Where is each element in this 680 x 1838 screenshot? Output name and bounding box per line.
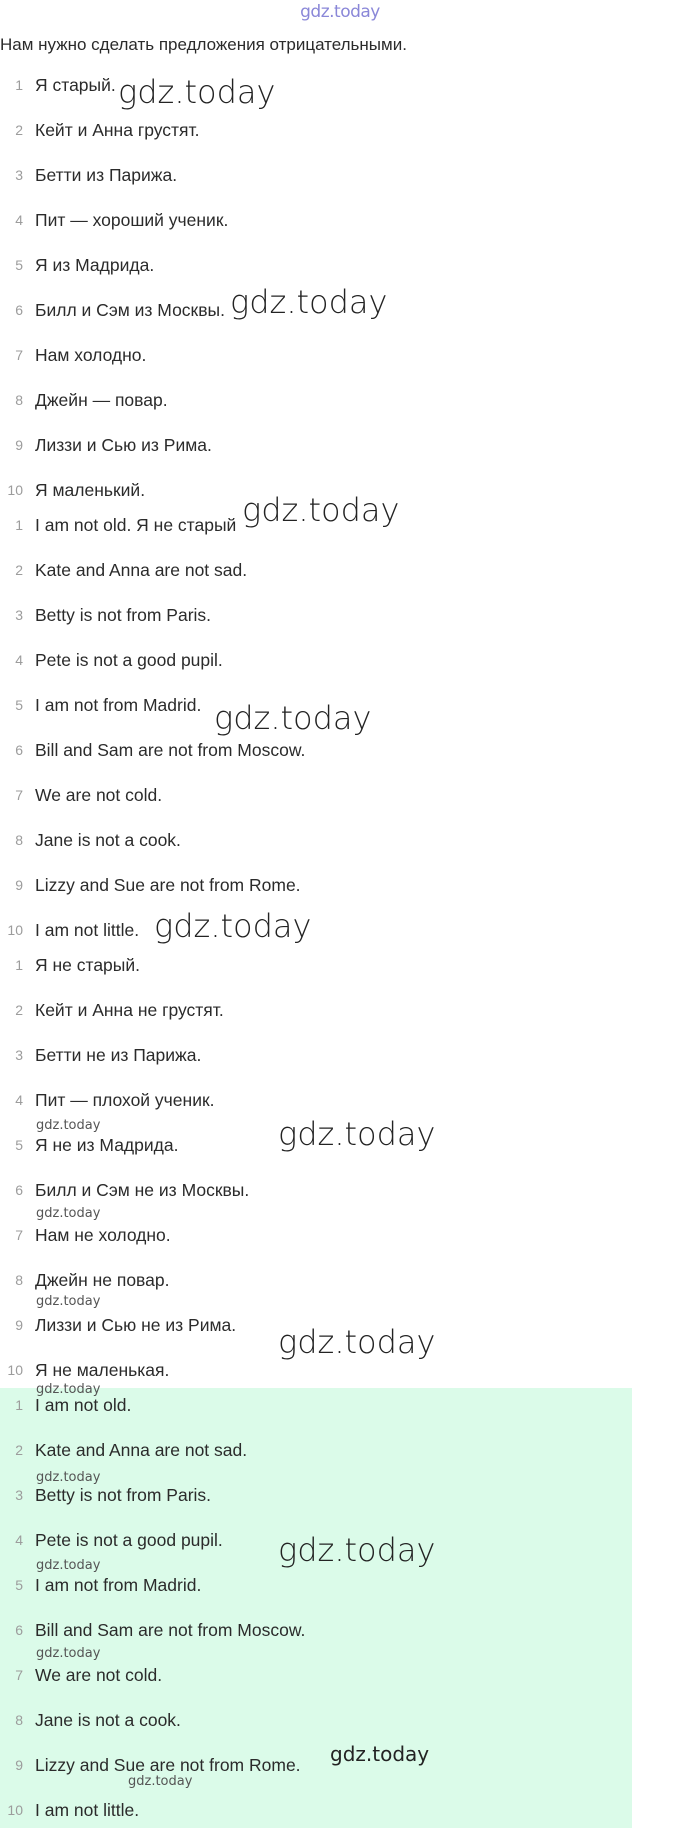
line-number: 3 <box>15 167 23 183</box>
watermark: gdz.today <box>154 907 312 945</box>
line-number: 4 <box>15 1532 23 1548</box>
watermark: gdz.today <box>36 1118 101 1133</box>
line-number: 1 <box>15 517 23 533</box>
list-item <box>0 948 632 993</box>
line-number: 9 <box>15 1757 23 1773</box>
watermark: gdz.today <box>330 1742 430 1766</box>
watermark: gdz.today <box>36 1382 101 1397</box>
sentence-text: Билл и Сэм из Москвы. <box>35 300 225 320</box>
watermark: gdz.today <box>242 491 400 529</box>
list-item <box>0 383 632 428</box>
sentence-text: Betty is not from Paris. <box>35 605 212 625</box>
highlighted-answers-list <box>0 1388 632 1828</box>
line-number: 5 <box>15 697 23 713</box>
line-number: 7 <box>15 1227 23 1243</box>
sentence-text: Билл и Сэм не из Москвы. <box>35 1180 250 1200</box>
sentence-text: Betty is not from Paris. <box>35 1485 212 1505</box>
line-number: 5 <box>15 1577 23 1593</box>
list-item <box>0 993 632 1038</box>
sentence-text: Jane is not a cook. <box>35 830 181 850</box>
sentence-text: Jane is not a cook. <box>35 1710 181 1730</box>
line-number: 2 <box>15 1442 23 1458</box>
site-logo[interactable]: gdz.today <box>300 2 380 22</box>
sentence-text: Я не маленькая. <box>35 1360 170 1380</box>
watermark: gdz.today <box>118 73 276 111</box>
line-number: 1 <box>15 957 23 973</box>
list-item <box>0 113 632 158</box>
list-item <box>0 158 632 203</box>
sentence-text: We are not cold. <box>35 1665 163 1685</box>
line-number: 2 <box>15 562 23 578</box>
list-item <box>0 428 632 473</box>
sentence-text: Лиззи и Сью не из Рима. <box>35 1315 237 1335</box>
line-number: 5 <box>15 1137 23 1153</box>
sentence-text: Pete is not a good pupil. <box>35 650 223 670</box>
sentence-text: Пит — плохой ученик. <box>35 1090 215 1110</box>
watermark: gdz.today <box>36 1646 101 1661</box>
list-item <box>0 553 632 598</box>
line-number: 2 <box>15 1002 23 1018</box>
sentence-text: Нам не холодно. <box>35 1225 171 1245</box>
sentence-text: Lizzy and Sue are not from Rome. <box>35 875 301 895</box>
line-number: 7 <box>15 347 23 363</box>
sentence-text: Я из Мадрида. <box>35 255 155 275</box>
sentence-text: Я маленький. <box>35 480 146 500</box>
list-item <box>0 1658 632 1703</box>
line-number: 10 <box>7 922 23 938</box>
line-number: 10 <box>7 1362 23 1378</box>
sentence-text: Кейт и Анна грустят. <box>35 120 200 140</box>
sentence-text: Я не из Мадрида. <box>35 1135 179 1155</box>
sentence-text: Lizzy and Sue are not from Rome. <box>35 1755 301 1775</box>
line-number: 4 <box>15 212 23 228</box>
watermark: gdz.today <box>230 283 388 321</box>
sentence-text: We are not cold. <box>35 785 163 805</box>
line-number: 9 <box>15 437 23 453</box>
sentence-text: Pete is not a good pupil. <box>35 1530 223 1550</box>
line-number: 2 <box>15 122 23 138</box>
task-instruction: Нам нужно сделать предложения отрицательными. <box>0 35 407 54</box>
sentence-text: Kate and Anna are not sad. <box>35 1440 248 1460</box>
watermark: gdz.today <box>128 1774 193 1789</box>
sentence-text: Я не старый. <box>35 955 141 975</box>
list-item <box>0 868 632 913</box>
line-number: 4 <box>15 652 23 668</box>
line-number: 7 <box>15 1667 23 1683</box>
list-item <box>0 1793 632 1838</box>
line-number: 3 <box>15 1047 23 1063</box>
list-item <box>0 1218 632 1263</box>
list-item <box>0 68 632 113</box>
list-item <box>0 598 632 643</box>
sentence-text: Джейн — повар. <box>35 390 168 410</box>
sentence-text: I am not from Madrid. <box>35 695 202 715</box>
line-number: 6 <box>15 1622 23 1638</box>
sentence-text: Bill and Sam are not from Moscow. <box>35 740 306 760</box>
sentence-text: Bill and Sam are not from Moscow. <box>35 1620 306 1640</box>
sentence-text: Кейт и Анна не грустят. <box>35 1000 224 1020</box>
watermark: gdz.today <box>36 1294 101 1309</box>
sentence-text: Джейн не повар. <box>35 1270 170 1290</box>
list-item <box>0 823 632 868</box>
line-number: 8 <box>15 392 23 408</box>
line-number: 3 <box>15 607 23 623</box>
sentence-text: Бетти не из Парижа. <box>35 1045 202 1065</box>
list-item <box>0 1703 632 1748</box>
line-number: 10 <box>7 1802 23 1818</box>
watermark: gdz.today <box>36 1206 101 1221</box>
sentence-text: Бетти из Парижа. <box>35 165 178 185</box>
watermark: gdz.today <box>278 1115 436 1153</box>
sentence-text: I am not from Madrid. <box>35 1575 202 1595</box>
line-number: 9 <box>15 1317 23 1333</box>
list-item <box>0 338 632 383</box>
watermark: gdz.today <box>36 1558 101 1573</box>
sentence-text: Лиззи и Сью из Рима. <box>35 435 212 455</box>
list-item <box>0 643 632 688</box>
line-number: 6 <box>15 302 23 318</box>
line-number: 1 <box>15 1397 23 1413</box>
list-item <box>0 778 632 823</box>
sentence-text: Я старый. <box>35 75 116 95</box>
line-number: 8 <box>15 1712 23 1728</box>
list-item <box>0 203 632 248</box>
line-number: 10 <box>7 482 23 498</box>
list-item <box>0 1568 632 1613</box>
watermark: gdz.today <box>214 699 372 737</box>
sentence-text: Kate and Anna are not sad. <box>35 560 248 580</box>
line-number: 3 <box>15 1487 23 1503</box>
sentence-text: I am not little. <box>35 920 140 940</box>
line-number: 8 <box>15 832 23 848</box>
line-number: 4 <box>15 1092 23 1108</box>
watermark: gdz.today <box>36 1470 101 1485</box>
line-number: 6 <box>15 1182 23 1198</box>
line-number: 5 <box>15 257 23 273</box>
sentence-text: I am not old. <box>35 1395 132 1415</box>
line-number: 1 <box>15 77 23 93</box>
sentence-text: I am not old. Я не старый <box>35 515 237 535</box>
watermark: gdz.today <box>278 1531 436 1569</box>
list-item <box>0 733 632 778</box>
line-number: 9 <box>15 877 23 893</box>
sentence-text: I am not little. <box>35 1800 140 1820</box>
list-item <box>0 1748 632 1793</box>
sentence-text: Пит — хороший ученик. <box>35 210 229 230</box>
line-number: 6 <box>15 742 23 758</box>
watermark: gdz.today <box>278 1323 436 1361</box>
sentence-text: Нам холодно. <box>35 345 147 365</box>
line-number: 8 <box>15 1272 23 1288</box>
list-item <box>0 1038 632 1083</box>
line-number: 7 <box>15 787 23 803</box>
